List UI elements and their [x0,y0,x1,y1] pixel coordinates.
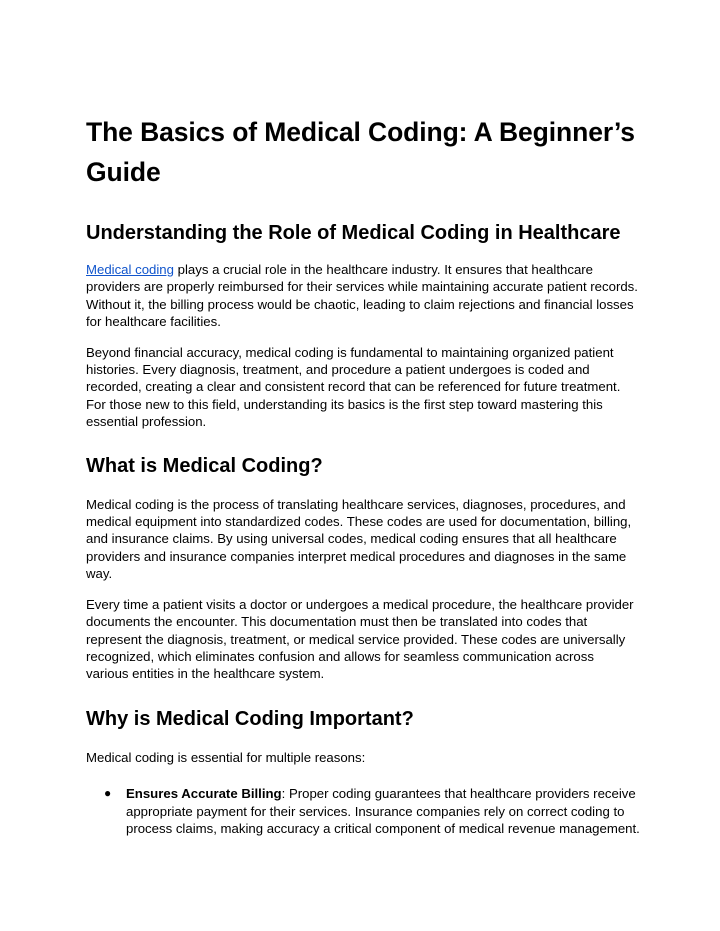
document-title: The Basics of Medical Coding: A Beginner’s Guide [86,117,635,187]
paragraph-what-2: Every time a patient visits a doctor or undergoes a medical procedure, the healthcare provider documents the encounter. This documentation must then be translated into codes that represent the diagnosis, treatment, or medical service provided. These codes are universally recognized, which eliminates confusion and allows for seamless communication across various entities in the healthcare system. [86,596,634,682]
paragraph-role-1-text: plays a crucial role in the healthcare industry. It ensures that healthcare providers are properly reimbursed for their services while maintaining accurate patient records. Without it, the billing process would be chaotic, leading to claim rejections and financial losses for healthcare facilities. [86,262,638,330]
list-item-label: Ensures Accurate Billing [126,786,282,802]
bullet-icon: ● [104,786,112,801]
heading-role-of-medical-coding: Understanding the Role of Medical Coding in Healthcare [86,222,621,244]
list-item-text: : Proper coding guarantees that healthcare providers receive appropriate payment for their services. Insurance companies rely on correct coding to process claims, making accuracy a critical component of medical revenue management. [126,786,640,836]
medical-coding-link[interactable]: Medical coding [86,262,174,277]
paragraph-what-1: Medical coding is the process of translating healthcare services, diagnoses, procedures, and medical equipment into standardized codes. These codes are used for documentation, billing, and insurance claims. By using universal codes, medical coding ensures that all healthcare providers and insurance companies interpret medical procedures and diagnoses in the same way. [86,496,632,582]
heading-why-important: Why is Medical Coding Important? [86,707,414,730]
paragraph-role-2: Beyond financial accuracy, medical coding is fundamental to maintaining organized patient histories. Every diagnosis, treatment, and procedure a patient undergoes is coded and recorded, creating a clear and consistent record that can be referenced for future treatment. For those new to this field, understanding its basics is the first step toward mastering this essential profession. [86,344,621,430]
list-item [86,785,640,837]
heading-what-is-medical-coding: What is Medical Coding? [86,454,323,477]
paragraph-why-intro: Medical coding is essential for multiple reasons: [86,749,366,765]
paragraph-role-1 [86,261,640,331]
reasons-list [86,785,640,837]
